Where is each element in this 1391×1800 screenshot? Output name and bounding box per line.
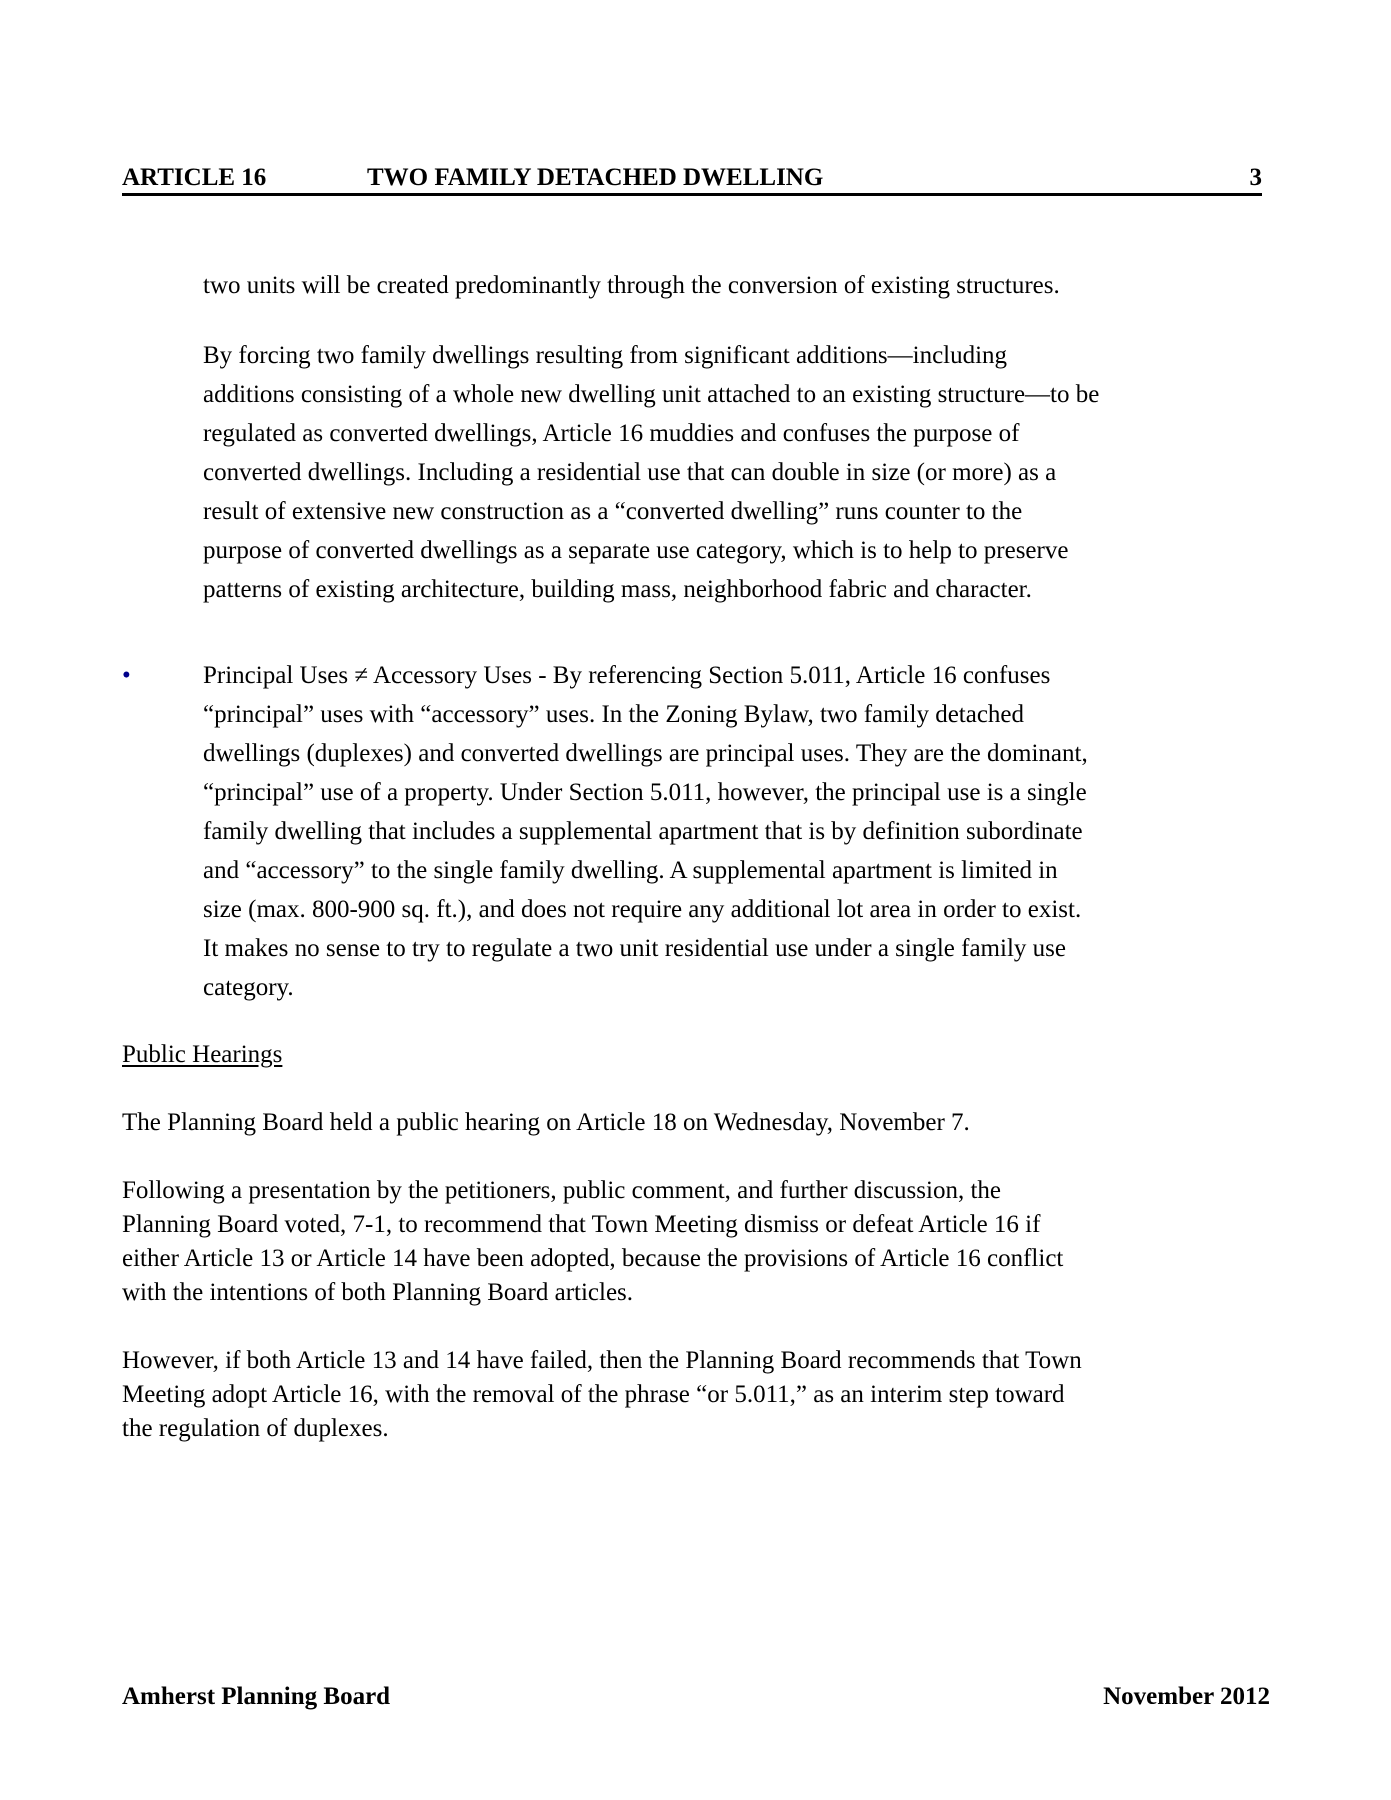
text-line: result of extensive new construction as a “converted dwelling” runs counter to the bbox=[203, 498, 1023, 525]
text-line: additions consisting of a whole new dwelling unit attached to an existing structure—to be bbox=[203, 381, 1100, 408]
article-title: TWO FAMILY DETACHED DWELLING bbox=[367, 164, 824, 191]
footer-date: November 2012 bbox=[1103, 1683, 1270, 1710]
text-line: Following a presentation by the petitioners, public comment, and further discussion, the bbox=[122, 1177, 1001, 1204]
text-line: “principal” use of a property. Under Section 5.011, however, the principal use is a single bbox=[203, 779, 1087, 806]
text-line: Planning Board voted, 7-1, to recommend that Town Meeting dismiss or defeat Article 16 if bbox=[122, 1211, 1041, 1238]
text-line: purpose of converted dwellings as a separate use category, which is to help to preserve bbox=[203, 537, 1069, 564]
page-header bbox=[122, 163, 1262, 196]
hearing-paragraph-1 bbox=[122, 1106, 970, 1140]
text-line: “principal” uses with “accessory” uses. In the Zoning Bylaw, two family detached bbox=[203, 701, 1025, 728]
hearing-paragraph-2 bbox=[122, 1174, 1063, 1310]
text-line: the regulation of duplexes. bbox=[122, 1415, 389, 1442]
text-line: with the intentions of both Planning Board articles. bbox=[122, 1279, 634, 1306]
hearing-paragraph-3 bbox=[122, 1344, 1082, 1446]
text-line: converted dwellings. Including a residential use that can double in size (or more) as a bbox=[203, 459, 1057, 486]
text-line: It makes no sense to try to regulate a two unit residential use under a single family use bbox=[203, 935, 1066, 962]
text-line: category. bbox=[203, 974, 294, 1001]
section-heading-public-hearings: Public Hearings bbox=[122, 1041, 283, 1068]
text-line: either Article 13 or Article 14 have been adopted, because the provisions of Article 16 conflict bbox=[122, 1245, 1064, 1272]
text-line: two units will be created predominantly through the conversion of existing structures. bbox=[203, 272, 1060, 299]
paragraph-forcing bbox=[203, 336, 1099, 609]
text-line: By forcing two family dwellings resulting from significant additions—including bbox=[203, 342, 1008, 369]
text-line: and “accessory” to the single family dwelling. A supplemental apartment is limited in bbox=[203, 857, 1058, 884]
text-line: family dwelling that includes a supplemental apartment that is by definition subordinate bbox=[203, 818, 1083, 845]
bullet-icon: • bbox=[122, 662, 131, 689]
bullet-item-principal-uses bbox=[203, 656, 1088, 1007]
continuation-paragraph bbox=[203, 266, 1060, 305]
page-footer bbox=[122, 1680, 1270, 1714]
text-line: The Planning Board held a public hearing on Article 18 on Wednesday, November 7. bbox=[122, 1109, 970, 1136]
text-line: Meeting adopt Article 16, with the removal of the phrase “or 5.011,” as an interim step toward bbox=[122, 1381, 1065, 1408]
page-number: 3 bbox=[1249, 164, 1262, 191]
text-line: size (max. 800-900 sq. ft.), and does not require any additional lot area in order to exist. bbox=[203, 896, 1082, 923]
text-line: However, if both Article 13 and 14 have failed, then the Planning Board recommends that Town bbox=[122, 1347, 1082, 1374]
text-line: patterns of existing architecture, building mass, neighborhood fabric and character. bbox=[203, 576, 1032, 603]
text-line: regulated as converted dwellings, Article 16 muddies and confuses the purpose of bbox=[203, 420, 1020, 447]
footer-organization: Amherst Planning Board bbox=[122, 1683, 391, 1710]
article-number: ARTICLE 16 bbox=[122, 164, 267, 191]
text-line: Principal Uses ≠ Accessory Uses - By referencing Section 5.011, Article 16 confuses bbox=[203, 662, 1051, 689]
text-line: dwellings (duplexes) and converted dwellings are principal uses. They are the dominant, bbox=[203, 740, 1088, 767]
